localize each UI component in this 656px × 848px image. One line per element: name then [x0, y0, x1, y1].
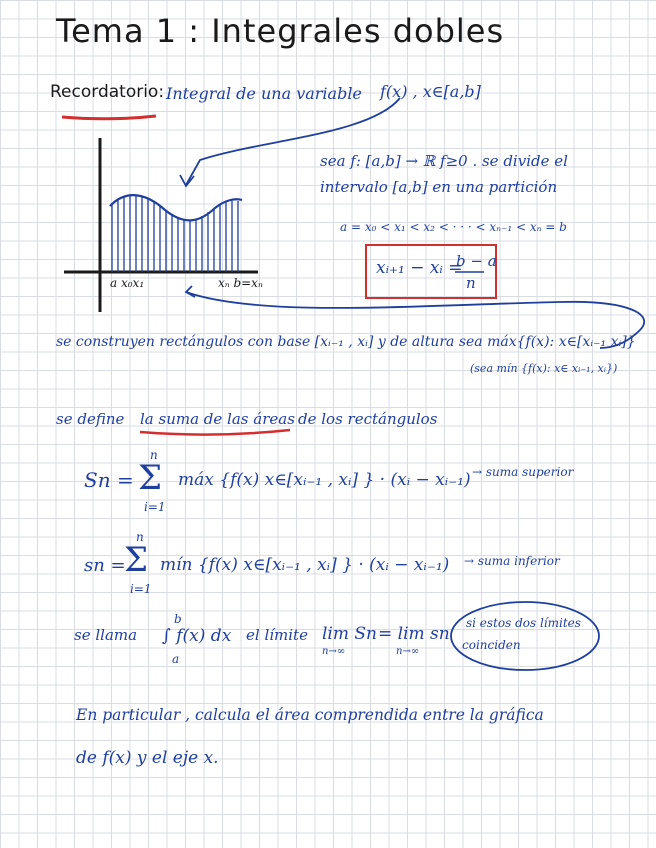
reminder-function: f(x) , x∈[a,b]	[380, 82, 481, 101]
lower-note: → suma inferior	[464, 554, 560, 568]
sums-intro-post: de los rectángulos	[298, 410, 438, 428]
upper-lhs: Sn =	[84, 468, 134, 492]
integral-top: b	[174, 612, 182, 626]
sum-underline	[140, 430, 290, 435]
upper-note: → suma superior	[472, 465, 574, 479]
upper-sigma: Σ	[138, 458, 163, 498]
integral-bottom: a	[172, 652, 180, 666]
conclusion-line2: de f(x) y el eje x.	[76, 748, 219, 768]
step-den: n	[466, 274, 476, 292]
rectangles-alt: (sea mín {f(x): x∈ xᵢ₋₁, xᵢ})	[470, 362, 618, 375]
reminder-underline	[62, 116, 156, 119]
note-ellipse	[451, 602, 599, 670]
limit-lower: = lim sn	[378, 624, 450, 644]
limit-note-line1: si estos dos límites	[466, 616, 581, 630]
x-end-label: xₙ b=xₙ	[218, 276, 263, 290]
upper-sum-bottom: i=1	[144, 500, 166, 514]
upper-sum-top: n	[150, 448, 158, 462]
definition-line2: intervalo [a,b] en una partición	[320, 178, 558, 196]
reminder-label: Recordatorio:	[50, 82, 165, 102]
integral: ∫ f(x) dx	[162, 626, 232, 646]
lower-lhs: sn =	[84, 555, 126, 576]
riemann-rectangles	[112, 196, 238, 272]
arrow-to-graph	[186, 98, 400, 185]
limit-upper: lim Sn	[322, 624, 377, 644]
lower-sum-top: n	[136, 530, 144, 544]
lower-sum-bottom: i=1	[130, 582, 152, 596]
step-num: b − a	[456, 252, 497, 270]
upper-body: máx {f(x) x∈[xᵢ₋₁ , xᵢ] } · (xᵢ − xᵢ₋₁)	[178, 470, 471, 490]
sums-intro-pre: se define	[56, 410, 125, 428]
limit-text-mid: el límite	[246, 626, 308, 644]
sums-intro-emph: la suma de las áreas	[140, 410, 295, 428]
limit-sub-1: n→∞	[322, 646, 346, 657]
rectangles-line: se construyen rectángulos con base [xᵢ₋₁ , xᵢ] y de altura sea máx{f(x): x∈[xᵢ₋₁ xᵢ]}	[56, 334, 636, 350]
limit-sub-2: n→∞	[396, 646, 420, 657]
limit-note-line2: coinciden	[462, 638, 521, 652]
reminder-subtitle: Integral de una variable	[166, 84, 362, 103]
partition: a = x₀ < x₁ < x₂ < · · · < xₙ₋₁ < xₙ = b	[340, 220, 567, 234]
limit-text-pre: se llama	[74, 626, 138, 644]
definition-line1: sea f: [a,b] → ℝ f≥0 . se divide el	[320, 152, 568, 170]
lower-body: mín {f(x) x∈[xᵢ₋₁ , xᵢ] } · (xᵢ − xᵢ₋₁)	[160, 555, 450, 575]
page-title: Tema 1 : Integrales dobles	[56, 12, 505, 50]
step-lhs: xᵢ₊₁ − xᵢ =	[376, 258, 463, 278]
conclusion-line1: En particular , calcula el área comprendida entre la gráfica	[76, 706, 544, 724]
x-start-label: a x₀x₁	[110, 276, 145, 290]
lower-sigma: Σ	[124, 540, 149, 580]
